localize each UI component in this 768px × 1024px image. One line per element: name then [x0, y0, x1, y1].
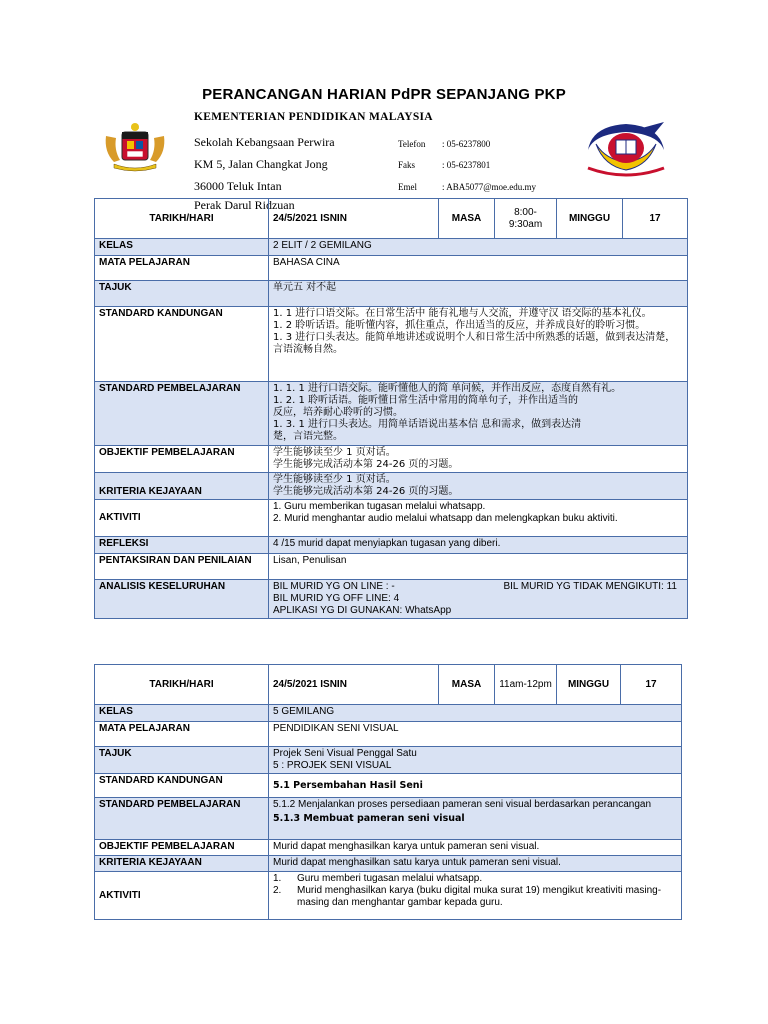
school-address-line: Perak Darul Ridzuan [194, 198, 295, 212]
not-following-count: BIL MURID YG TIDAK MENGIKUTI: 11 [503, 581, 677, 592]
learning-standard-value: 5.1.2 Menjalankan proses persediaan pameran seni visual berdasarkan perancangan 5.1.3 Membuat pameran seni visual [269, 798, 682, 840]
activity-label: AKTIVITI [95, 872, 269, 920]
analysis-label: ANALISIS KESELURUHAN [95, 580, 269, 619]
topic-label: TAJUK [95, 281, 269, 307]
topic-value: Projek Seni Visual Penggal Satu 5 : PROJEK SENI VISUAL [269, 747, 682, 774]
phone-label: Telefon [398, 139, 426, 149]
assessment-value: Lisan, Penulisan [269, 554, 688, 580]
learning-standard-label: STANDARD PEMBELAJARAN [95, 382, 269, 446]
fax-label: Faks [398, 160, 416, 170]
app-used: APLIKASI YG DI GUNAKAN: WhatsApp [273, 605, 452, 616]
reflection-value: 4 /15 murid dapat menyiapkan tugasan yang diberi. [269, 537, 688, 554]
school-address-line: 36000 Teluk Intan [194, 179, 282, 193]
success-criteria-value: 学生能够读至少 1 页对话。 学生能够完成活动本第 24-26 页的习题。 [269, 473, 688, 500]
email-label: Emel [398, 182, 417, 192]
date-value: 24/5/2021 ISNIN [269, 665, 439, 705]
objective-label: OBJEKTIF PEMBELAJARAN [95, 840, 269, 856]
ministry-name: KEMENTERIAN PENDIDIKAN MALAYSIA [194, 111, 433, 123]
assessment-label: PENTAKSIRAN DAN PENILAIAN [95, 554, 269, 580]
content-standard-value: 5.1 Persembahan Hasil Seni [269, 774, 682, 798]
content-standard-label: STANDARD KANDUNGAN [95, 774, 269, 798]
content-standard-value: 1. 1 进行口语交际。在日常生活中 能有礼地与人交流，并遵守汉 语交际的基本礼仪。 1. 2 聆听话语。能听懂内容，抓住重点，作出适当的反应，并养成良好的聆听习惯。 1. 3 进行口头表达。能简单地讲述或说明个人和日常生活中所熟悉的话题，做到表达清楚，言语流畅自然。 [269, 307, 688, 382]
objective-label: OBJEKTIF PEMBELAJARAN [95, 446, 269, 473]
week-label: MINGGU [557, 665, 621, 705]
malaysia-coat-of-arms-logo [100, 120, 170, 172]
phone-value: : 05-6237800 [442, 139, 491, 149]
class-value: 5 GEMILANG [269, 705, 682, 722]
subject-value: BAHASA CINA [269, 256, 688, 281]
topic-label: TAJUK [95, 747, 269, 774]
page-title: PERANCANGAN HARIAN PdPR SEPANJANG PKP [202, 86, 566, 103]
success-criteria-value: Murid dapat menghasilkan satu karya untuk pameran seni visual. [269, 856, 682, 872]
date-label: TARIKH/HARI [95, 199, 269, 239]
time-label: MASA [439, 199, 495, 239]
week-value: 17 [623, 199, 688, 239]
lesson-plan-table-1 [94, 198, 688, 619]
offline-count: BIL MURID YG OFF LINE: 4 [273, 593, 400, 604]
success-criteria-label: KRITERIA KEJAYAAN [95, 473, 269, 500]
topic-value: 单元五 对不起 [269, 281, 688, 307]
fax-value: : 05-6237801 [442, 160, 491, 170]
class-label: KELAS [95, 239, 269, 256]
activity-label: AKTIVITI [95, 500, 269, 537]
reflection-label: REFLEKSI [95, 537, 269, 554]
school-name: Sekolah Kebangsaan Perwira [194, 135, 335, 149]
analysis-value [269, 580, 688, 619]
learning-standard-label: STANDARD PEMBELAJARAN [95, 798, 269, 840]
subject-label: MATA PELAJARAN [95, 256, 269, 281]
content-standard-label: STANDARD KANDUNGAN [95, 307, 269, 382]
time-value: 11am-12pm [495, 665, 557, 705]
subject-value: PENDIDIKAN SENI VISUAL [269, 722, 682, 747]
activity-value: 1. Guru memberikan tugasan melalui whatsapp. 2. Murid menghantar audio melalui whatsapp dan melengkapkan buku aktiviti. [269, 500, 688, 537]
time-value: 8:00-9:30am [495, 199, 557, 239]
class-label: KELAS [95, 705, 269, 722]
week-label: MINGGU [557, 199, 623, 239]
school-logo [584, 120, 668, 180]
objective-value: Murid dapat menghasilkan karya untuk pameran seni visual. [269, 840, 682, 856]
date-label: TARIKH/HARI [95, 665, 269, 705]
school-address-line: KM 5, Jalan Changkat Jong [194, 157, 328, 171]
class-value: 2 ELIT / 2 GEMILANG [269, 239, 688, 256]
subject-label: MATA PELAJARAN [95, 722, 269, 747]
date-value: 24/5/2021 ISNIN [269, 199, 439, 239]
lesson-plan-table-2 [94, 664, 682, 920]
week-value: 17 [621, 665, 682, 705]
list-item: 1. Guru memberi tugasan melalui whatsapp. [273, 873, 483, 884]
list-item: 2. Murid menghasilkan karya (buku digital muka surat 19) mengikut kreativiti masing-masing dan menghantar gambar kepada guru. [273, 885, 662, 908]
time-label: MASA [439, 665, 495, 705]
activity-value [269, 872, 682, 920]
learning-standard-value: 1. 1. 1 进行口语交际。能听懂他人的简 单问候，并作出反应，态度自然有礼。 1. 2. 1 聆听话语。能听懂日常生活中常用的简单句子，并作出适当的 反应，培养耐心聆听的习惯。 1. 3. 1 进行口头表达。用简单话语说出基本信 息和需求，做到表达清 楚，言语完整。 [269, 382, 688, 446]
email-value: : ABA5077@moe.edu.my [442, 182, 537, 192]
success-criteria-label: KRITERIA KEJAYAAN [95, 856, 269, 872]
online-count: BIL MURID YG ON LINE : - [273, 581, 395, 592]
objective-value: 学生能够读至少 1 页对话。 学生能够完成活动本第 24-26 页的习题。 [269, 446, 688, 473]
